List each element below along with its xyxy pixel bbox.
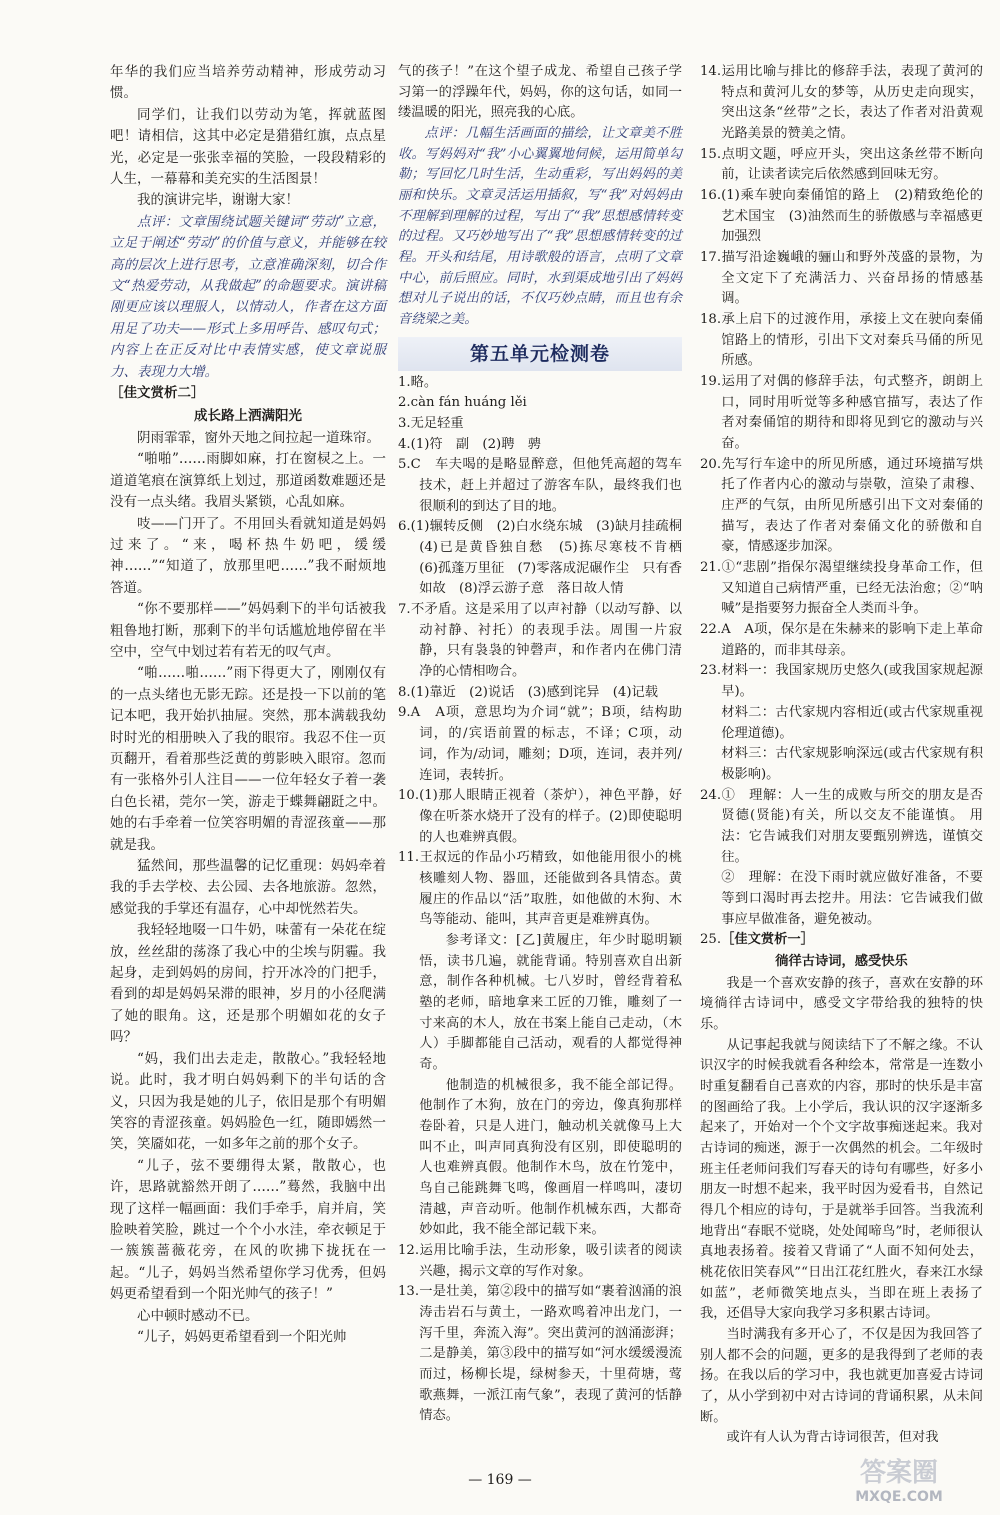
- item-number: 18.: [700, 312, 722, 328]
- item-text: càn fán huáng lěi: [410, 395, 527, 411]
- item-text: A A项，保尔是在朱赫来的影响下走上革命道路的，而非其母亲。: [721, 622, 983, 658]
- item-number: 5.: [398, 457, 411, 473]
- item-text: (1)乘车驶向秦俑馆的路上 (2)精致绝伦的艺术国宝 (3)油然而生的骄傲感与幸福感更加强烈: [721, 188, 983, 245]
- paragraph: 我轻轻地啜一口牛奶，味蕾有一朵花在绽放，丝丝甜的荡涤了我心中的尘埃与阴霾。我起身，走到妈妈的房间，拧开冰冷的门把手，看到的却是妈妈呆滞的眼神，岁月的小径爬满了她的眼角。这，还是那个明媚如花的女子吗？: [110, 922, 386, 1046]
- page-number: — 169 —: [468, 1472, 532, 1488]
- item-number: 11.: [398, 850, 420, 866]
- item-number: 16.: [700, 188, 722, 204]
- answer-item: [700, 186, 983, 248]
- answer-item: [398, 435, 682, 456]
- watermark-logo: [811, 1453, 986, 1505]
- item-number: 3.: [398, 416, 411, 432]
- watermark-url: MXQE.COM: [855, 1489, 943, 1505]
- answer-item: [398, 517, 696, 600]
- paragraph: 年华的我们应当培养劳动精神，形成劳动习惯。: [110, 64, 386, 102]
- answer-item: [398, 373, 682, 394]
- paragraph: 心中顿时感动不已。: [137, 1307, 259, 1324]
- answer-item: [700, 62, 983, 145]
- item-text: (1)那人眼睛正视着（茶炉），神色平静，好像在听茶水烧开了没有的样子。(2)即使聪明的人也难辨真假。: [419, 788, 682, 845]
- paragraph: 吱——门开了。不用回头看就知道是妈妈过来了。“来，喝杯热牛奶吧，缓缓神……”“知道了，放那里吧……”我不耐烦地答道。: [110, 515, 386, 596]
- answer-item: [700, 744, 983, 785]
- item-text: 材料三：古代家规影响深远(或古代家规有积极影响)。: [721, 746, 983, 782]
- answer-item: [700, 620, 983, 661]
- item-number: 19.: [700, 374, 722, 390]
- item-text: 点明文题，呼应开头，突出这条丝带不断向前，让读者读完后依然感到回味无穷。: [721, 146, 983, 183]
- answer-item: [398, 1282, 682, 1427]
- answer-item: [700, 930, 983, 951]
- answer-item: [398, 1076, 682, 1241]
- item-number: 15.: [700, 146, 722, 162]
- item-text: 承上启下的过渡作用，承接上文在驶向秦俑馆路上的情形，引出下文对秦兵马俑的所见所感。: [721, 312, 983, 369]
- item-text: 略。: [410, 374, 438, 390]
- answer-item: [398, 455, 682, 517]
- item-number: 14.: [700, 64, 722, 79]
- paragraph: “儿子，妈妈更希望看到一个阳光帅: [137, 1328, 347, 1345]
- answer-item: [398, 1241, 682, 1282]
- answer-item: [700, 868, 983, 930]
- item-text: 运用比喻手法，生动形象，吸引读者的阅读兴趣，揭示文章的写作对象。: [419, 1242, 682, 1279]
- paragraph: 从记事起我就与阅读结下了不解之缘。不认识汉字的时候我就看各种绘本，常常是一连数小时重复翻看自己喜欢的内容，那时的快乐是丰富的图画给了我。上小学后，我认识的汉字逐渐多起来了，开始对一个个文字故事痴迷起来。我对古诗词的痴迷，源于一次偶然的机会。二年级时班主任老师问我们写春天的诗句有哪些，好多小朋友一时想不起来，我平时因为爱看书，自然记得几个相应的诗句，于是就举手回答。当我流利地背出“春眠不觉晓，处处闻啼鸟”时，老师很认真地表扬着。接着又背诵了“人面不知何处去，桃花依旧笑春风”“日出江花红胜火，春来江水绿如蓝”，老师微笑地点头，当即在班上表扬了我，还倡导大家向我学习多积累古诗词。: [700, 1037, 983, 1322]
- item-number: 8.: [398, 684, 411, 700]
- item-number: 24.: [700, 787, 722, 803]
- item-text: 无足轻重: [410, 416, 464, 432]
- item-text: 材料一：我国家规历史悠久(或我国家规起源早)。: [721, 663, 983, 700]
- answer-item: [700, 558, 983, 620]
- item-text: 他制造的机械很多，我不能全部记得。他制作了木狗，放在门的旁边，像真狗那样卷卧着，只是人进门，触动机关就像马上大叫不止，叫声同真狗没有区别，即使聪明的人也难辨真假。他制作木鸟，放在竹笼中，鸟自己能跳舞飞鸣，像画眉一样鸣叫，凄切清越，声音动听。他制作机械东西，大都奇妙如此，我不能全部记载下来。: [419, 1077, 682, 1238]
- item-text: (1)符 副 (2)聘 骋: [410, 436, 541, 452]
- item-number: 12.: [398, 1242, 420, 1258]
- answer-item: [398, 600, 682, 683]
- item-number: 7.: [398, 602, 411, 618]
- item-text: (1)辗转反侧 (2)白水绕东城 (3)缺月挂疏桐 (4)已是黄昏独自愁 (5)拣尽寒枝不肯栖 (6)孤蓬万里征 (7)零落成泥碾作尘 只有香如故 (8)浮云游子意 落日故人情: [410, 519, 696, 597]
- commentary: 点评：几幅生活画面的描绘，让文章美不胜收。写妈妈对“我”小心翼翼地伺候，运用简单勾勒；写回忆几时生活，生动重彩，写出妈妈的美丽和快乐。文章灵活运用插叙，写“我”对妈妈由不理解到理解的过程，写出了“我”思想感情转变的过程。又巧妙地写出了“我”思想感情转变的过程。开头和结尾，用诗歌般的语言，点明了文章中心，前后照应。同时，水到渠成地引出了妈妈想对儿子说出的话，不仅巧妙点睛，而且也有余音绕梁之美。: [398, 126, 682, 328]
- item-number: 25.: [700, 932, 722, 948]
- answer-item: [700, 248, 983, 310]
- paragraph: “你不要那样——”妈妈剩下的半句话被我粗鲁地打断，那剩下的半句话尴尬地停留在半空中，空气中划过若有若无的叹气声。: [110, 601, 386, 660]
- essay-title: 成长路上洒满阳光: [194, 407, 302, 424]
- item-text: A A项，意思均为介词“就”；B项，结构助词，的/宾语前置的标志，不译；C项，动词，作为/动词，雕刻；D项，连词，表并列/连词，表转折。: [410, 705, 682, 783]
- item-number: 9.: [398, 705, 411, 721]
- answer-item: [398, 703, 682, 786]
- item-text: 不矛盾。这是采用了以声衬静（以动写静、以动衬静、衬托）的表现手法。周围一片寂静，只有袅袅的钟磬声，和作者内在佛门清净的心情相吻合。: [410, 602, 682, 680]
- paragraph: “啪……啪……”雨下得更大了，刚刚仅有的一点头绪也无影无踪。还是投一下以前的笔记本吧，我开始扒抽屉。突然，那本满载我幼时时光的相册映入了我的眼帘。我忍不住一页页翻开，看着那些泛黄的剪影映入眼帘。忽而有一张格外引人注目——一位年轻女子着一袭白色长裙，莞尔一笑，游走于蝶舞翩跹之中。她的右手牵着一位笑容明媚的青涩孩童——那就是我。: [110, 665, 386, 853]
- answer-item: [700, 703, 983, 744]
- item-text: 运用比喻与排比的修辞手法，表现了黄河的特点和黄河儿女的梦等，从历史走向现实，突出这条“丝带”之长，表达了作者对沿黄观光路美景的赞美之情。: [721, 64, 983, 142]
- answer-item: [700, 372, 983, 455]
- commentary: 点评：文章围绕试题关键词“劳动”立意，立足于阐述“劳动”的价值与意义，并能够在较高的层次上进行思考，立意准确深刻，切合作文“热爱劳动，从我做起”的命题要求。演讲稿刚更应该以理服人，以情动人，作者在这方面用足了功夫——形式上多用呼告、感叹句式；内容上在正反对比中表情实感，使文章说服力、表现力大增。: [110, 213, 386, 380]
- unit-title: 第五单元检测卷: [398, 337, 682, 371]
- answer-item: [398, 786, 682, 848]
- item-number: 23.: [700, 663, 722, 679]
- item-number: 20.: [700, 456, 722, 472]
- item-text: 先写行车途中的所见所感，通过环境描写烘托了作者内心的激动与崇敬，渲染了肃穆、庄严的气氛，由所见所感引出下文对秦俑的描写，表达了作者对秦俑文化的骄傲和自豪，情感逐步加深。: [721, 456, 983, 555]
- item-text: ［佳文赏析一］: [721, 932, 814, 948]
- paragraph: 我是一个喜欢安静的孩子，喜欢在安静的环境徜徉古诗词中，感受文字带给我的独特的快乐。: [700, 975, 983, 1032]
- item-text: ② 理解：在没下雨时就应做好准备，不要等到口渴时再去挖井。用法：它告诫我们做事应早做准备，避免被动。: [721, 870, 983, 927]
- item-number: 21.: [700, 560, 722, 576]
- answer-item: [700, 786, 983, 869]
- item-number: 22.: [700, 622, 722, 638]
- answer-item: [700, 455, 983, 558]
- item-number: 17.: [700, 250, 722, 266]
- item-text: (1)靠近 (2)说话 (3)感到诧异 (4)记载: [410, 684, 658, 700]
- item-number: 6.: [398, 519, 411, 535]
- column-middle: [398, 62, 696, 1427]
- paragraph: 我的演讲完毕，谢谢大家！: [137, 192, 299, 209]
- paragraph: 阴雨霏霏，窗外天地之间拉起一道珠帘。: [137, 429, 380, 446]
- item-text: 王叔远的作品小巧精致，如他能用很小的桃核雕刻人物、器皿，还能做到各具情态。黄履庄的作品以“活”取胜，如他做的木狗、木鸟等能动、能叫，其声音更是难辨真伪。: [419, 850, 682, 928]
- item-text: 材料二：古代家规内容相近(或古代家规重视伦理道德)。: [721, 704, 983, 741]
- essay-title: 徜徉古诗词，感受快乐: [775, 953, 908, 969]
- item-number: 10.: [398, 788, 420, 804]
- paragraph: “妈，我们出去走走，散散心。”我轻轻地说。此时，我才明白妈妈剩下的半句话的含义，只因为我是她的儿子，依旧是那个有明媚笑容的青涩孩童。妈妈脸色一红，随即嫣然一笑，笑靥如花，一如多年之前的那个女子。: [110, 1050, 386, 1153]
- item-number: 4.: [398, 436, 411, 452]
- column-right: [700, 62, 983, 1449]
- answer-item: [398, 414, 682, 435]
- paragraph: 或许有人认为背古诗词很苦，但对我: [726, 1430, 939, 1446]
- answer-item: [398, 683, 682, 704]
- paragraph: 同学们，让我们以劳动为笔，挥就蓝图吧！请相信，这其中必定是猎猎红旗，点点星光，必定是一张张幸福的笑脸，一段段精彩的人生，一幕幕和美充实的生活图景！: [110, 106, 386, 188]
- answer-item: [398, 393, 682, 414]
- answer-item: [700, 310, 983, 372]
- item-number: 13.: [398, 1284, 420, 1300]
- paragraph: 气的孩子！”在这个望子成龙、希望自己孩子学习第一的浮躁年代，妈妈，你的这句话，如同一缕温暖的阳光，照亮我的心底。: [398, 64, 682, 121]
- answer-item: [398, 848, 682, 931]
- answer-item: [700, 661, 983, 702]
- item-text: 运用了对偶的修辞手法，句式整齐，朗朗上口，同时用听觉等多种感官描写，表达了作者对秦俑馆的期待和即将见到它的激动与兴奋。: [721, 374, 983, 452]
- paragraph: “啪啪”……雨脚如麻，打在窗棂之上。一道道笔痕在演算纸上划过，那道函数难题还是没有一点头绪。我眉头紧锁，心乱如麻。: [110, 451, 386, 511]
- item-text: 一是壮美，第②段中的描写如“裹着汹涌的浪涛击岩石与黄土，一路欢鸣着冲出龙门，一泻千里，奔流入海”。突出黄河的汹涌澎湃；二是静美，第③段中的描写如“河水缓缓漫流而过，杨柳长堤，绿树参天，十里荷塘，莺歌燕舞，一派江南气象”，表现了黄河的恬静情态。: [419, 1284, 682, 1424]
- item-text: ①“悲剧”指保尔渴望继续投身革命工作，但又知道自己病情严重，已经无法治愈；②“呐喊”是指要努力振奋全人类而斗争。: [721, 560, 983, 617]
- paragraph: 当时满我有多开心了，不仅是因为我回答了别人都不会的问题，更多的是我得到了老师的表扬。在我以后的学习中，我也就更加喜爱古诗词了，从小学到初中对古诗词的背诵积累，从未间断。: [700, 1326, 983, 1425]
- item-number: 2.: [398, 395, 411, 411]
- section-label: ［佳文赏析二］: [110, 385, 205, 402]
- answer-item: [700, 145, 983, 186]
- column-left: [110, 62, 386, 1348]
- paragraph: “儿子，弦不要绷得太紧，散散心，也许，思路就豁然开朗了……”蓦然，我脑中出现了这样一幅画面：我们手牵手，肩并肩，笑脸映着笑脸，跳过一个个小水洼，牵衣顿足于一簇簇蔷薇花旁，在风的吹拂下拢抚在一起。“儿子，妈妈当然希望你学习优秀，但妈妈更希望看到一个阳光帅气的孩子！”: [110, 1157, 386, 1303]
- item-text: ① 理解：人一生的成败与所交的朋友是否贤德(贤能)有关，所以交友不能谨慎。 用法：它告诫我们对朋友要甄别辨选，谨慎交往。: [721, 787, 983, 865]
- watermark-text: 答案圈: [859, 1458, 939, 1488]
- item-text: C 车夫喝的是略显醉意，但他凭高超的驾车技术，赶上并超过了游客车队，最终我们也很顺利的到达了目的地。: [410, 457, 682, 514]
- item-number: 1.: [398, 374, 411, 390]
- answer-item: [398, 931, 682, 1076]
- item-text: 参考译文：[乙]黄履庄，年少时聪明颖悟，读书几遍，就能背诵。特别喜欢自出新意，制作各种机械。七八岁时，曾经背着私塾的老师，暗地拿来工匠的刀锥，雕刻了一寸来高的木人，放在书案上能自己走动，（木人）手脚都能自己活动，观看的人都觉得神奇。: [419, 932, 682, 1072]
- paragraph: 猛然间，那些温馨的记忆重现：妈妈牵着我的手去学校、去公园、去各地旅游。忽然，感觉我的手掌还有温存，心中却恍然若失。: [110, 858, 386, 917]
- item-text: 描写沿途巍峨的骊山和野外茂盛的景物，为全文定下了充满活力、兴奋昂扬的情感基调。: [721, 250, 983, 307]
